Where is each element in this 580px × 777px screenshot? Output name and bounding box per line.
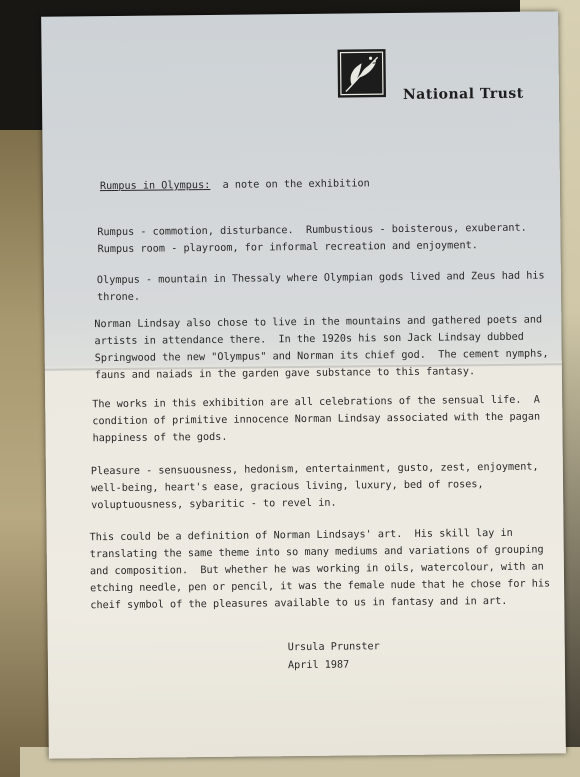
paragraph-line: Olympus - mountain in Thessaly where Olympian gods lived and Zeus had his bbox=[96, 270, 545, 287]
paragraph-line: cheif symbol of the pleasures available to us in fantasy and in art. bbox=[90, 595, 508, 612]
paragraph-line: Rumpus room - playroom, for informal recreation and enjoyment. bbox=[97, 240, 478, 256]
paragraph-line: Pleasure - sensuousness, hedonism, entertainment, gusto, zest, enjoyment, bbox=[90, 461, 539, 478]
paragraph-line: This could be a definition of Norman Lindsays' art. His skill lay in bbox=[89, 527, 513, 544]
document-title: Rumpus in Olympus: bbox=[99, 179, 211, 193]
signature-name: Ursula Prunster bbox=[287, 641, 380, 654]
paragraph-line: happiness of the gods. bbox=[92, 431, 228, 445]
paragraph-line: throne. bbox=[97, 291, 141, 304]
paragraph-line: translating the same theme into so many mediums and variations of grouping bbox=[89, 544, 544, 561]
paragraph-line: condition of primitive innocence Norman Lindsay associated with the pagan bbox=[92, 411, 541, 428]
paragraph-line: The works in this exhibition are all celebrations of the sensual life. A bbox=[92, 394, 540, 411]
paragraph-line: and composition. But whether he was working in oils, watercolour, with an bbox=[89, 561, 544, 578]
paragraph-line: well-being, heart's ease, gracious living, luxury, bed of roses, bbox=[91, 479, 484, 495]
document-sheet bbox=[41, 11, 566, 758]
paragraph-line: etching needle, pen or pencil, it was the female nude that he chose for his bbox=[90, 578, 551, 595]
signature-date: April 1987 bbox=[287, 659, 350, 672]
paragraph-line: Rumpus - commotion, disturbance. Rumbustious - boisterous, exuberant. bbox=[97, 222, 527, 239]
paragraph-line: artists in attendance there. In the 1920s his son Jack Lindsay dubbed bbox=[94, 331, 524, 348]
gum-leaf-logo-icon bbox=[337, 49, 386, 98]
paragraph-line: fauns and naiads in the garden gave substance to this fantasy. bbox=[94, 366, 476, 382]
paragraph-line: Springwood the new "Olympus" and Norman its chief god. The cement nymphs, bbox=[94, 348, 549, 365]
document-subtitle: a note on the exhibition bbox=[222, 178, 370, 191]
paragraph-line: Norman Lindsay also chose to live in the mountains and gathered poets and bbox=[94, 314, 543, 331]
paragraph-line: voluptuousness, sybaritic - to revel in. bbox=[91, 497, 337, 512]
organisation-name: National Trust bbox=[402, 85, 524, 103]
document-heading bbox=[100, 175, 370, 195]
